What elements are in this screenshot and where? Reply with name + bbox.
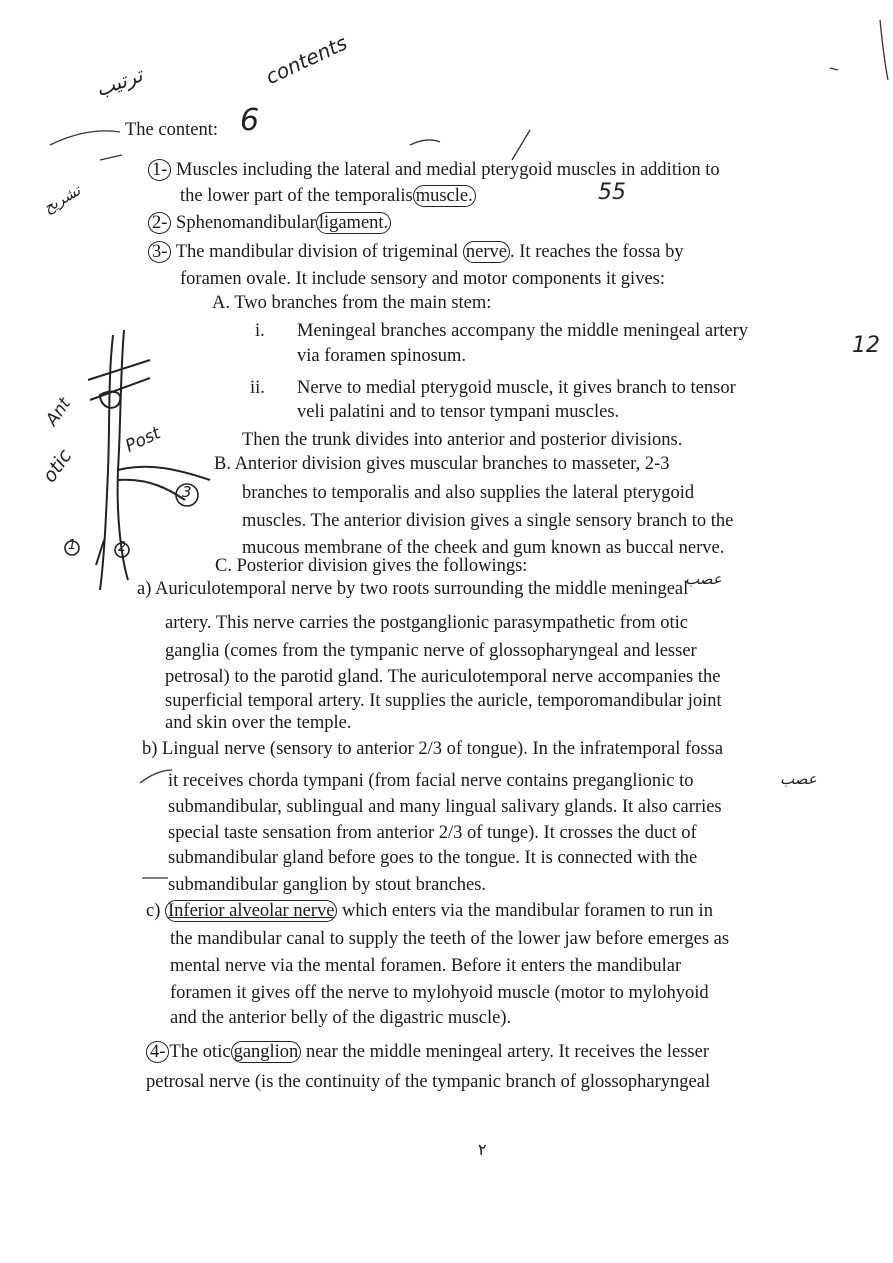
item-3-line-2: foramen ovale. It include sensory and motor components it gives:	[180, 269, 665, 289]
sub-b-line-1: B. Anterior division gives muscular branches to masseter, 2-3	[214, 454, 670, 474]
para-c-line-1	[146, 900, 713, 922]
item-1-text: Muscles including the lateral and medial pterygoid muscles in addition to	[176, 160, 720, 180]
item-2	[148, 212, 391, 234]
para-a-line-1: a) Auriculotemporal nerve by two roots surrounding the middle meningeal	[137, 579, 689, 599]
handwritten-count: 6	[240, 103, 260, 138]
para-c-label: c)	[146, 901, 161, 921]
para-a-line-3: ganglia (comes from the tympanic nerve of glossopharyngeal and lesser	[165, 641, 697, 661]
item-2-number: 2-	[148, 212, 171, 234]
nerve-sketch-diagram	[88, 330, 210, 590]
item-4-text-end: near the middle meningeal artery. It receives the lesser	[301, 1042, 709, 1062]
sub-a-i-line-2: via foramen spinosum.	[297, 346, 467, 366]
sub-b-line-4: mucous membrane of the cheek and gum known as buccal nerve.	[242, 538, 725, 558]
item-1-line-2-text: the lower part of the temporalis	[180, 186, 413, 206]
item-1-line-2	[180, 185, 476, 207]
trunk-division-line: Then the trunk divides into anterior and posterior divisions.	[242, 430, 683, 450]
para-b-line-2: it receives chorda tympani (from facial nerve contains preganglionic to	[168, 771, 694, 791]
sub-a-i-line-1: Meningeal branches accompany the middle meningeal artery	[297, 321, 749, 341]
handwritten-arabic-margin: ترتيب	[92, 62, 146, 102]
sub-a-i-label: i.	[255, 321, 265, 341]
sub-a-ii-line-1: Nerve to medial pterygoid muscle, it gives branch to tensor	[297, 378, 736, 398]
handwritten-arabic-margin-2: تشريح	[40, 181, 84, 217]
handwritten-12: 12	[852, 333, 880, 358]
para-c-line-2: the mandibular canal to supply the teeth of the lower jaw before emerges as	[170, 929, 730, 949]
para-b-line-3: submandibular, sublingual and many lingual salivary glands. It also carries	[168, 797, 722, 817]
diagram-label-ant: Ant	[42, 394, 76, 430]
para-b-line-5: submandibular gland before goes to the tongue. It is connected with the	[168, 848, 698, 868]
circled-ganglion: ganglion	[231, 1041, 302, 1063]
item-1	[148, 159, 720, 181]
diagram-label-1: 1	[68, 538, 77, 553]
para-c-line-4: foramen it gives off the nerve to mylohyoid muscle (motor to mylohyoid	[170, 983, 709, 1003]
handwritten-arabic-right-2: عصب	[780, 770, 817, 788]
page-number: ٢	[478, 1142, 487, 1159]
para-a-line-4: petrosal) to the parotid gland. The auriculotemporal nerve accompanies the	[165, 667, 721, 687]
item-2-text: Sphenomandibular	[176, 213, 316, 233]
handwritten-55: 55	[598, 180, 626, 205]
handwritten-contents: contents	[261, 30, 351, 89]
sub-b-line-3: muscles. The anterior division gives a single sensory branch to the	[242, 511, 734, 531]
diagram-label-post: Post	[122, 423, 164, 457]
para-b-line-1: b) Lingual nerve (sensory to anterior 2/3 of tongue). In the infratemporal fossa	[142, 739, 724, 759]
diagram-label-2: 2	[118, 540, 127, 555]
para-a-line-2: artery. This nerve carries the postganglionic parasympathetic from otic	[165, 613, 688, 633]
item-3	[148, 241, 684, 263]
circled-ligament: ligament.	[316, 212, 391, 234]
item-4	[146, 1041, 709, 1063]
item-3-text: The mandibular division of trigeminal	[175, 242, 459, 262]
para-c-line-5: and the anterior belly of the digastric muscle).	[170, 1008, 512, 1028]
sub-a-ii-label: ii.	[250, 378, 265, 398]
page-heading: The content:	[125, 120, 218, 140]
para-c-line-1-text: which enters via the mandibular foramen to run in	[337, 901, 713, 921]
item-3-text-end: . It reaches the fossa by	[510, 242, 684, 262]
item-1-number: 1-	[148, 159, 171, 181]
sub-c-heading: C. Posterior division gives the followings:	[215, 556, 528, 576]
diagram-label-otic: otic	[38, 445, 77, 487]
sub-b-line-2: branches to temporalis and also supplies the lateral pterygoid	[242, 483, 695, 503]
item-4-line-2: petrosal nerve (is the continuity of the tympanic branch of glossopharyngeal	[146, 1072, 711, 1092]
item-3-number: 3-	[148, 241, 171, 263]
circled-nerve: nerve	[463, 241, 510, 263]
para-b-line-4: special taste sensation from anterior 2/3 of tunge). It crosses the duct of	[168, 823, 697, 843]
sub-a-heading: A. Two branches from the main stem:	[212, 293, 492, 313]
item-4-number: 4-	[146, 1041, 169, 1063]
item-4-text: The otic	[169, 1042, 231, 1062]
circled-muscle: muscle.	[413, 185, 476, 207]
sketch-circles	[65, 484, 198, 557]
circled-inferior-alveolar-nerve: Inferior alveolar nerve	[165, 900, 337, 922]
handwritten-arabic-right-1: عصب	[685, 570, 722, 588]
sub-a-ii-line-2: veli palatini and to tensor tympani muscles.	[297, 402, 620, 422]
diagram-label-3: 3	[182, 483, 192, 501]
para-a-line-6: and skin over the temple.	[165, 713, 352, 733]
para-b-line-6: submandibular ganglion by stout branches.	[168, 875, 487, 895]
para-a-line-5: superficial temporal artery. It supplies the auricle, temporomandibular joint	[165, 691, 722, 711]
para-c-line-3: mental nerve via the mental foramen. Before it enters the mandibular	[170, 956, 682, 976]
